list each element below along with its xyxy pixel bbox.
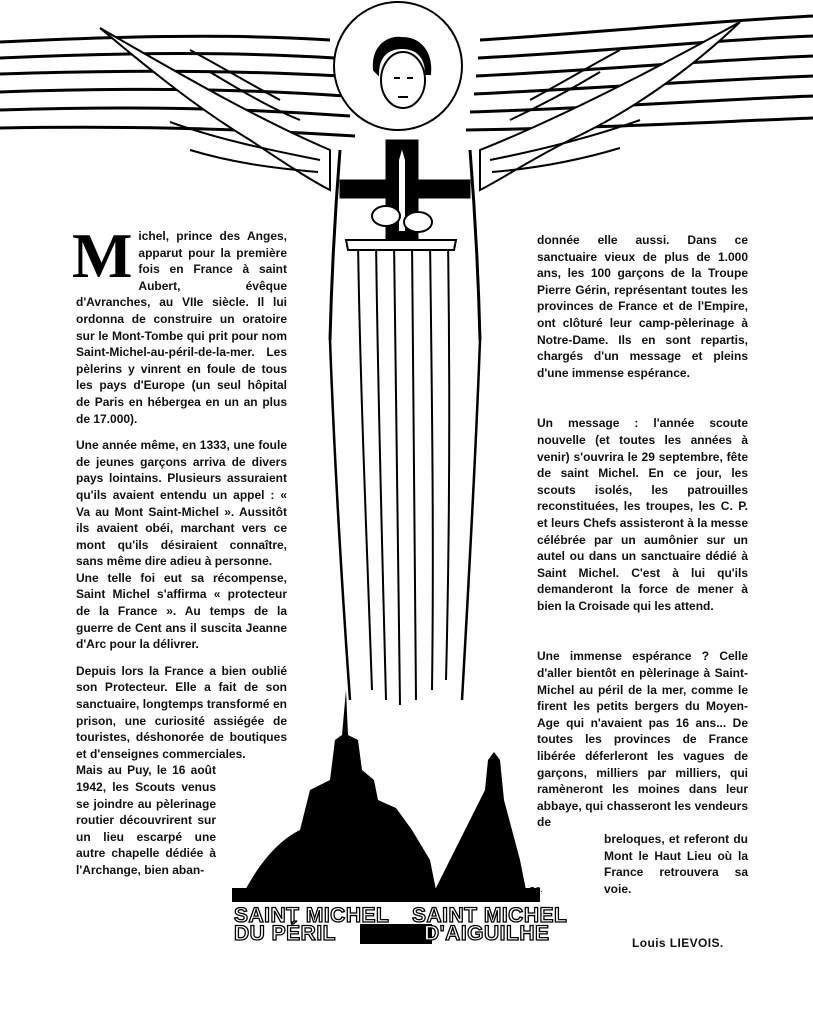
right-text-column <box>537 232 748 907</box>
paragraph-esperance: Une immense espérance ? Celle d'aller bientôt en pèlerinage à Saint-Michel au péril de la mer, comme le firent les petits bergers du Moyen-Age qui n'avaient pas 16 ans... De toutes les provinces de France libérée déferleront les vagues de garçons, milliers par milliers, qui ramèneront les moines dans leur abbaye, qui chasseront les vendeurs de <box>537 649 748 830</box>
right-wing <box>480 22 740 190</box>
caption-divider <box>360 924 432 944</box>
paragraph-conclusion: breloques, et referont du Mont le Haut Lieu où la France retrouvera sa voie. <box>604 832 748 896</box>
paragraph-message: Un message : l'année scoute nouvelle (et toutes les années à venir) s'ouvrira le 29 septembre, fête de saint Michel. En ce jour, les scouts isolés, les patrouilles reconstituées, les troupes, les C. P. et leurs Chefs assisteront à la messe célébrée par un aumônier sur un autel ou dans un sanctuaire dédié à Saint Michel. C'est à lui qu'ils demanderont la force de mener à bien la Croisade qui les attend. <box>537 416 748 613</box>
aiguilhe-silhouette <box>430 752 528 900</box>
drop-cap: M <box>72 220 133 291</box>
paragraph-sanctuaire: donnée elle aussi. Dans ce sanctuaire vieux de plus de 1.000 ans, les 100 garçons de la Troupe Pierre Gérin, représentant toutes les provinces de France et de l'Empire, ont clôturé leur camp-pèlerinage à Notre-Dame. Ils en sont repartis, chargés d'un message et pleins d'une immense espérance. <box>537 233 748 380</box>
paragraph-protecteur: Une telle foi eut sa récompense, Saint Michel s'affirma « protecteur de la France ». Au temps de la guerre de Cent ans il suscita Jeanne d'Arc pour la délivrer. <box>76 570 287 652</box>
paragraph-depuis: Depuis lors la France a bien oublié son Protecteur. Elle a fait de son sanctuaire, longtemps transformé en prison, une curiosité assiégée de touristes, déshonorée de boutiques et d'enseignes commerciales. <box>76 663 287 761</box>
author-signature: Louis LIEVOIS. <box>632 936 724 950</box>
caption-plate <box>232 887 543 902</box>
paragraph-intro <box>72 220 287 427</box>
caption-right-line1: SAINT MICHEL <box>412 904 568 927</box>
left-text-column <box>72 220 287 889</box>
caption-left-line1: SAINT MICHEL <box>234 904 390 927</box>
caption-right-line2: D'AIGUILHE <box>424 922 550 945</box>
artist-mark: P.S. <box>530 887 543 894</box>
paragraph-1333: Une année même, en 1333, une foule de jeunes garçons arriva de divers pays lointains. Plusieurs assuraient qu'ils avaient entendu un appel : « Va au Mont Saint-Michel ». Aussitôt ils avaient obéi, marchant vers ce mont qu'ils désiraient connaître, sans même dire adieu à personne. <box>76 438 287 569</box>
paragraph-text: ichel, prince des Anges, apparut pour la première fois en France à saint Aubert, évêque d'Avranches, au VIIe siècle. Il lui ordonna de construire un oratoire sur le Mont-Tombe qui prit pour nom Saint-Michel-au-péril-de-la-mer. Les pèlerins y vinrent en foule de tous les pays d'Europe (un seul hôpital de Paris en hébergea en un an plus de 17.000). <box>76 229 287 426</box>
paragraph-puy: Mais au Puy, le 16 août 1942, les Scouts venus se joindre au pèlerinage routier découvrirent sur un lieu escarpé une autre chapelle dédiée à l'Archange, bien aban- <box>76 763 216 877</box>
caption-left-line2: DU PÉRIL <box>234 922 337 945</box>
